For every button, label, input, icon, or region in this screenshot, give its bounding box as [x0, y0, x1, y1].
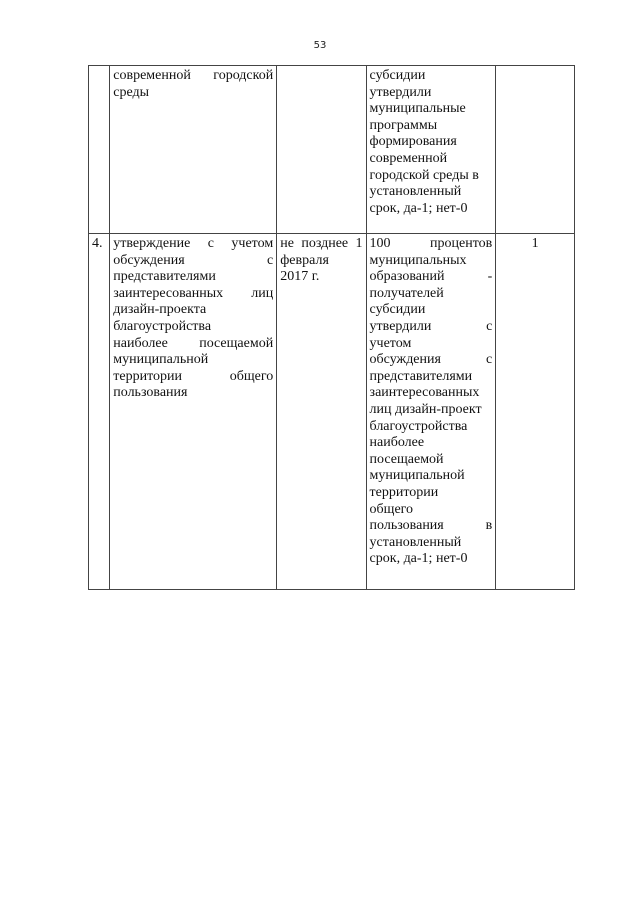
- indicator-cell-line: наиболее: [369, 435, 425, 451]
- measure-cell: [110, 66, 277, 234]
- indicator-cell-line: современной: [369, 150, 448, 166]
- measure-cell-line: утверждение с учетом: [113, 236, 274, 251]
- measure-cell-line: благоустройства: [113, 318, 212, 334]
- indicator-cell-line: муниципальных: [369, 252, 467, 268]
- table-row: [89, 234, 575, 590]
- indicator-cell-line: заинтересованных: [369, 385, 480, 401]
- indicator-cell-line: программы: [369, 117, 438, 133]
- indicator-cell-line: утвердили с: [369, 318, 493, 334]
- indicator-cell-line: срок, да-1; нет-0: [369, 551, 468, 567]
- table-body: [89, 66, 575, 590]
- deadline-cell: [277, 66, 366, 234]
- indicator-cell-line: получателей: [369, 285, 444, 301]
- indicator-cell-line: пользования в: [369, 518, 493, 534]
- value-cell: [496, 66, 575, 234]
- indicator-cell-line: посещаемой: [369, 451, 444, 467]
- measure-cell-line: пользования: [113, 385, 188, 401]
- table-row: [89, 66, 575, 234]
- measure-cell-line: территории общего: [113, 368, 274, 384]
- measure-cell-line: представителями: [113, 269, 216, 285]
- measure-cell-line: обсуждения с: [113, 252, 274, 268]
- indicator-cell-line: утвердили: [369, 84, 432, 100]
- deadline-cell-line: 2017 г.: [280, 269, 320, 285]
- indicator-cell-line: образований -: [369, 269, 493, 285]
- indicator-cell-line: представителями: [369, 368, 473, 384]
- measure-cell-line: среды: [113, 84, 150, 100]
- indicator-cell-line: субсидии: [369, 302, 426, 318]
- indicator-cell-line: лиц дизайн-проект: [369, 401, 482, 417]
- indicator-cell-line: городской среды в: [369, 167, 479, 183]
- indicator-cell-line: учетом: [369, 335, 412, 351]
- value-cell: 1: [496, 234, 575, 590]
- indicator-cell-line: общего: [369, 501, 414, 517]
- measure-cell-line: муниципальной: [113, 352, 209, 368]
- measure-cell-line: дизайн-проекта: [113, 302, 207, 318]
- measure-cell: [110, 234, 277, 590]
- row-number-cell: [89, 66, 110, 234]
- indicator-cell-line: установленный: [369, 534, 462, 550]
- measure-cell-line: современной городской: [113, 68, 274, 83]
- indicator-cell-line: формирования: [369, 134, 457, 150]
- indicator-cell-line: муниципальные: [369, 101, 466, 117]
- row-number-cell: 4.: [89, 234, 110, 590]
- indicator-cell-line: благоустройства: [369, 418, 468, 434]
- indicator-cell-line: установленный: [369, 184, 462, 200]
- page-number: 53: [313, 40, 327, 51]
- indicator-cell-line: территории: [369, 484, 439, 500]
- indicator-cell: [366, 66, 496, 234]
- indicator-table: [88, 65, 575, 590]
- indicator-cell-line: обсуждения с: [369, 352, 493, 368]
- indicator-cell-line: срок, да-1; нет-0: [369, 200, 468, 216]
- indicator-cell-line: субсидии: [369, 68, 426, 83]
- deadline-cell-line: февраля: [280, 252, 329, 268]
- measure-cell-line: наиболее посещаемой: [113, 335, 274, 351]
- measure-cell-line: заинтересованных лиц: [113, 285, 274, 301]
- indicator-cell-line: 100 процентов: [369, 236, 493, 251]
- indicator-cell-line: муниципальной: [369, 468, 465, 484]
- deadline-cell-line: не позднее 1: [280, 236, 363, 251]
- deadline-cell: [277, 234, 366, 590]
- indicator-cell: [366, 234, 496, 590]
